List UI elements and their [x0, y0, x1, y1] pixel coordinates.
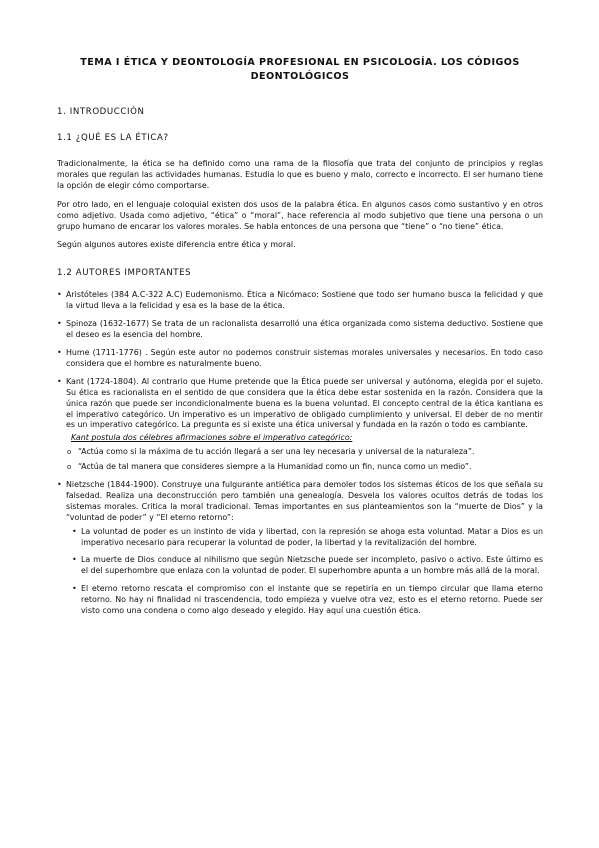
nietzsche-sublist — [72, 527, 543, 617]
list-item-hume — [57, 348, 543, 370]
section-heading-introduccion: 1. INTRODUCCIÓN — [57, 107, 145, 117]
sublist-item — [72, 527, 543, 549]
kant-sublist — [66, 447, 543, 473]
sublist-item-text: El eterno retorno rescata el compromiso con el instante que se repetiría en un tiempo circular que llama eterno retorno. No hay ni finalidad ni trascendencia, todo empieza y vuelve otra vez, esto es el eterno retorno. Puede ser visto como una condena o como algo deseado y elegido. Hay aquí una cuestión ética. — [81, 584, 543, 616]
bullet-icon: • — [57, 376, 62, 386]
list-item-kant — [57, 377, 543, 473]
document-title: TEMA I ÉTICA Y DEONTOLOGÍA PROFESIONAL EN PSICOLOGÍA. LOS CÓDIGOS DEONTOLÓGICOS — [80, 57, 520, 82]
list-item-text: Hume (1711-1776) . Según este autor no podemos construir sistemas morales universales y necesarios. En todo caso considera que el hombre es naturalmente bueno. — [66, 347, 543, 368]
list-item-text: Nietzsche (1844-1900). Construye una fulgurante antiética para demoler todos los sistemas éticos de los que señala su falsedad. Realiza una deconstrucción pero también una genealogía. Desvela los valores ocultos detrás de todas los sistemas morales. Critica la moral tradicional. Temas importantes en sus planteamientos son la “muerte de Dios” y la “voluntad de poder” y “El eterno retorno”: — [66, 480, 543, 522]
bullet-icon: • — [72, 555, 77, 565]
sublist-item-text: “Actúa de tal manera que consideres siempre a la Humanidad como un fin, nunca como un medio”. — [78, 462, 472, 472]
bullet-icon: • — [57, 480, 62, 490]
sublist-item-text: “Actúa como si la máxima de tu acción llegará a ser una ley necesaria y universal de la naturaleza”. — [78, 447, 475, 457]
sublist-item — [66, 447, 543, 458]
circle-bullet-icon: o — [67, 448, 72, 457]
sublist-item — [72, 555, 543, 577]
circle-bullet-icon: o — [67, 463, 72, 472]
section-heading-que-es-etica: 1.1 ¿QUÉ ES LA ÉTICA? — [57, 133, 169, 143]
list-item-aristoteles — [57, 290, 543, 312]
sublist-item — [72, 584, 543, 617]
authors-list — [57, 290, 543, 617]
paragraph: Según algunos autores existe diferencia entre ética y moral. — [57, 240, 296, 250]
bullet-icon: • — [57, 290, 62, 300]
list-item-text: Aristóteles (384 A.C-322 A.C) Eudemonismo. Ética a Nicómaco: Sostiene que todo ser humano busca la felicidad y que la virtud lleva a la felicidad y esa es la base de la ética. — [66, 290, 543, 311]
list-item-text: Spinoza (1632-1677) Se trata de un racionalista desarrolló una ética organizada como sistema deductivo. Sostiene que el deseo es la esencia del hombre. — [66, 319, 543, 340]
sublist-item-text: La voluntad de poder es un instinto de vida y libertad, con la represión se ahoga esta voluntad. Matar a Dios es un imperativo necesario para recuperar la voluntad de poder, la libertad y la revitalización del hombre. — [81, 526, 543, 547]
section-heading-autores: 1.2 AUTORES IMPORTANTES — [57, 268, 192, 279]
list-item-nietzsche — [57, 480, 543, 617]
bullet-icon: • — [57, 319, 62, 329]
bullet-icon: • — [57, 347, 62, 357]
list-item-text: Kant (1724-1804). Al contrario que Hume pretende que la Ética puede ser universal y autónoma, elegida por el sujeto. Su ética es racionalista en el sentido de que considera que la ética debe estar sostenida en la razón. Considera que la única razón que puede ser incondicionalmente buena es la buena voluntad. El concepto central de la ética kantiana es el imperativo categórico. Un imperativo es un imperativo de obligado cumplimiento y universal. El deber de no mentir es un imperativo categórico. La pregunta es si existe una ética universal y fundada en la razón o todo es cambiante. — [66, 376, 543, 430]
document-content — [57, 56, 543, 624]
paragraph: Tradicionalmente, la ética se ha definido como una rama de la filosofía que trata del conjunto de principios y reglas morales que regulan las actividades humanas. Estudia lo que es bueno y malo, correcto e incorrecto. El ser humano tiene la opción de elegir cómo comportarse. — [57, 159, 543, 190]
bullet-icon: • — [72, 584, 77, 594]
list-item-spinoza — [57, 319, 543, 341]
kant-note: Kant postula dos célebres afirmaciones sobre el imperativo categórico: — [71, 433, 353, 443]
paragraph: Por otro lado, en el lenguaje coloquial existen dos usos de la palabra ética. En algunos casos como sustantivo y en otros como adjetivo. Usada como adjetivo, “ética” o “moral”, hace referencia al modo subjetivo que tiene una persona o un grupo humano de encarar los valores morales. Se habla entonces de una persona que “tiene” o “no tiene” ética. — [57, 199, 543, 231]
sublist-item-text: La muerte de Dios conduce al nihilismo que según Nietzsche puede ser incompleto, pasivo o activo. Este último es el del superhombre que enlaza con la voluntad de poder. El superhombre apunta a un hombre más allá de la moral. — [81, 555, 543, 576]
sublist-item — [66, 462, 543, 473]
bullet-icon: • — [72, 526, 77, 536]
